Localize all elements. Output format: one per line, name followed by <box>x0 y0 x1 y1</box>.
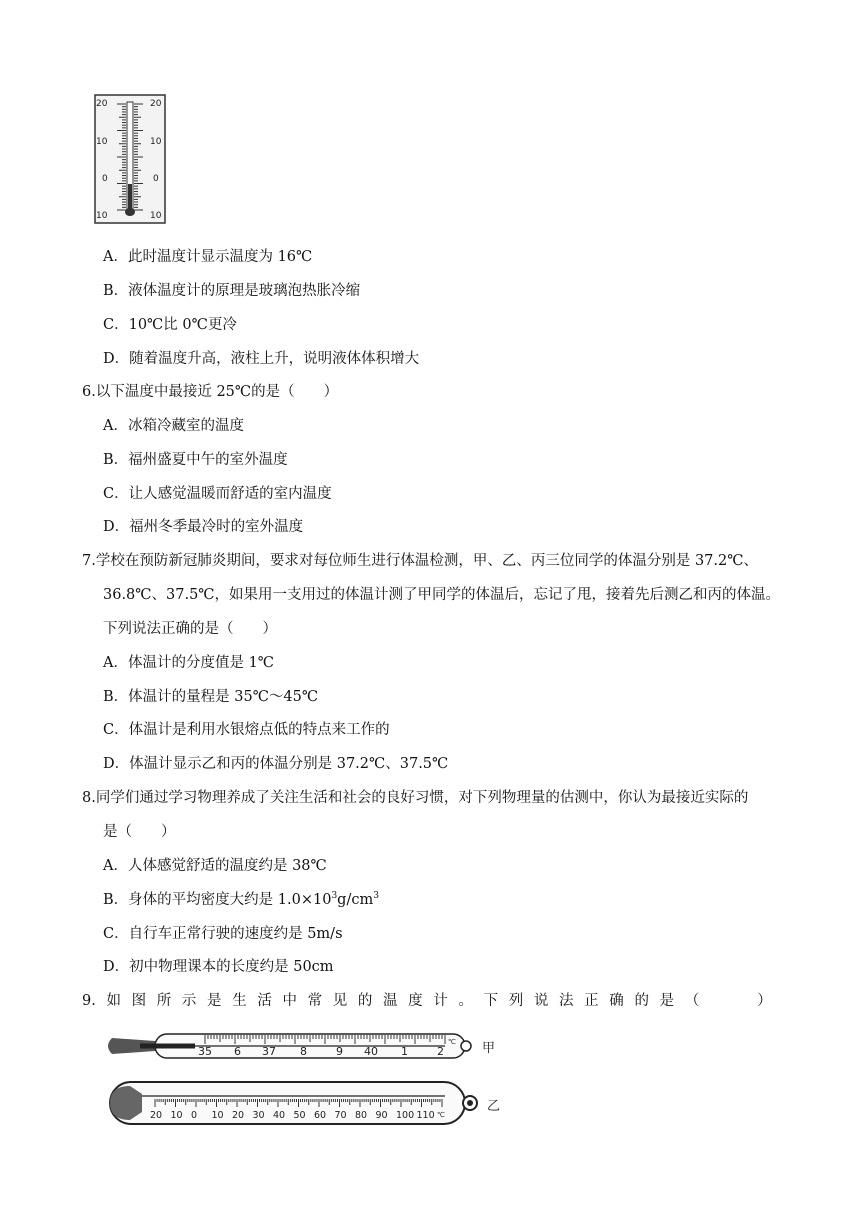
jia-unit: ℃ <box>448 1038 456 1046</box>
yi-tick-label: 20 <box>232 1110 245 1121</box>
left-scale-neg10: 10 <box>96 211 108 221</box>
q7-stem-line1: 7.学校在预防新冠肺炎期间，要求对每位师生进行体温检测，甲、乙、丙三位同学的体温分别是 37.2℃、 <box>82 553 758 569</box>
q7-option-a: A．体温计的分度值是 1℃ <box>103 655 275 671</box>
q8-option-c: C．自行车正常行驶的速度约是 5m/s <box>103 926 343 942</box>
yi-tick-label: 80 <box>355 1110 368 1121</box>
q9-stem-char: 图 <box>131 993 147 1009</box>
jia-tick-37: 37 <box>262 1045 276 1058</box>
q9-stem-char: 如 <box>106 993 121 1009</box>
yi-tick-label: 70 <box>334 1110 347 1121</box>
left-scale-20: 20 <box>96 99 108 109</box>
q5-option-b: B．液体温度计的原理是玻璃泡热胀冷缩 <box>103 283 361 299</box>
jia-tick-41: 1 <box>401 1045 408 1058</box>
q9-stem-char: （ ） <box>684 993 772 1009</box>
liquid-column <box>128 184 132 210</box>
q9-stem-char: 是 <box>207 993 222 1009</box>
q9-stem-char: 。 <box>458 993 473 1009</box>
q8-option-a: A．人体感觉舒适的温度约是 38℃ <box>103 858 327 874</box>
q9-stem-char: 确 <box>609 993 624 1009</box>
left-scale-0: 0 <box>102 174 108 184</box>
right-scale-neg10: 10 <box>150 211 162 221</box>
q9-stem-char: 9. <box>82 993 96 1009</box>
q8-option-b-unit: g/cm <box>337 892 374 908</box>
yi-tick-label: 90 <box>375 1110 388 1121</box>
q6-stem: 6.以下温度中最接近 25℃的是（ ） <box>82 384 339 400</box>
q7-stem-line2: 36.8℃、37.5℃，如果用一支用过的体温计测了甲同学的体温后，忘记了甩，接着先后测乙和丙的体温。 <box>103 587 781 603</box>
q7-option-d: D．体温计显示乙和丙的体温分别是 37.2℃、37.5℃ <box>103 756 449 772</box>
q5-option-d: D．随着温度升高，液柱上升，说明液体体积增大 <box>103 351 420 367</box>
q8-stem-line2: 是（ ） <box>103 824 176 840</box>
q9-stem-char: 列 <box>508 993 524 1009</box>
yi-tick-label: 100 <box>396 1110 415 1121</box>
q9-stem-char: 正 <box>584 993 599 1009</box>
horizontal-thermometers-figure <box>100 1020 520 1130</box>
yi-tick-label: 50 <box>293 1110 306 1121</box>
q9-stem-char: 计 <box>433 993 448 1009</box>
right-scale-10: 10 <box>150 137 162 147</box>
q9-stem-char: 说 <box>533 993 549 1009</box>
yi-tick-label: 10 <box>170 1110 183 1121</box>
jia-tick-38: 8 <box>300 1045 307 1058</box>
yi-tick-label: 60 <box>314 1110 327 1121</box>
q7-stem-line3: 下列说法正确的是（ ） <box>103 621 277 637</box>
yi-tick-label: 40 <box>273 1110 286 1121</box>
q9-stem <box>82 991 772 1011</box>
jia-label: 甲 <box>482 1041 496 1056</box>
q9-stem-char: 的 <box>357 993 373 1009</box>
jia-tick-42: 2 <box>437 1045 444 1058</box>
jia-tick-40: 40 <box>364 1045 378 1058</box>
yi-tick-label: 0 <box>191 1110 198 1121</box>
q7-option-b: B．体温计的量程是 35℃～45℃ <box>103 689 319 705</box>
q8-option-b-text: B．身体的平均密度大约是 1.0×10 <box>103 892 332 908</box>
q8-option-d: D．初中物理课本的长度约是 50cm <box>103 959 334 975</box>
yi-tick-label: 10 <box>211 1110 224 1121</box>
q9-stem-char: 示 <box>181 993 197 1009</box>
q9-stem-char: 温 <box>383 993 398 1009</box>
q6-option-b: B．福州盛夏中午的室外温度 <box>103 452 288 468</box>
yi-unit: ℃ <box>437 1111 445 1119</box>
q9-stem-char: 法 <box>559 993 574 1009</box>
yi-label: 乙 <box>487 1099 501 1114</box>
q5-option-a: A．此时温度计显示温度为 16℃ <box>103 249 313 265</box>
q8-stem-line1: 8.同学们通过学习物理养成了关注生活和社会的良好习惯，对下列物理量的估测中，你认为最接近实际的 <box>82 790 749 806</box>
q8-option-b-exponent: 3 <box>331 891 338 901</box>
q9-stem-char: 的 <box>634 993 649 1009</box>
q9-stem-char: 常 <box>307 993 323 1009</box>
q9-stem-char: 度 <box>408 993 423 1009</box>
yi-tick-label: 20 <box>150 1110 163 1121</box>
q9-stem-char: 活 <box>257 993 272 1009</box>
q9-stem-char: 生 <box>232 993 247 1009</box>
q8-option-b <box>103 890 379 910</box>
q9-stem-char: 见 <box>332 993 348 1009</box>
q9-stem-char: 下 <box>483 993 499 1009</box>
left-scale-10: 10 <box>96 137 108 147</box>
thermometer-bulb <box>125 208 135 216</box>
jia-tick-36: 6 <box>234 1045 241 1058</box>
thermometer-jia <box>108 1034 495 1058</box>
right-scale-20: 20 <box>150 99 162 109</box>
right-scale-0: 0 <box>153 174 159 184</box>
jia-tick-39: 9 <box>336 1045 343 1058</box>
q6-option-d: D．福州冬季最冷时的室外温度 <box>103 519 304 535</box>
q9-stem-char: 中 <box>282 993 297 1009</box>
q7-option-c: C．体温计是利用水银熔点低的特点来工作的 <box>103 722 390 738</box>
yi-tick-label: 30 <box>252 1110 265 1121</box>
q6-option-a: A．冰箱冷藏室的温度 <box>103 418 244 434</box>
q9-stem-char: 是 <box>659 993 675 1009</box>
q6-option-c: C．让人感觉温暖而舒适的室内温度 <box>103 486 332 502</box>
q8-option-b-unit-exponent: 3 <box>373 891 379 901</box>
thermometer-yi <box>110 1082 500 1124</box>
vertical-thermometer-figure <box>90 92 170 228</box>
jia-tick-35: 35 <box>198 1045 212 1058</box>
q5-option-c: C．10℃比 0℃更冷 <box>103 317 237 333</box>
q9-stem-char: 所 <box>156 993 172 1009</box>
yi-tick-label: 110 <box>416 1110 435 1121</box>
